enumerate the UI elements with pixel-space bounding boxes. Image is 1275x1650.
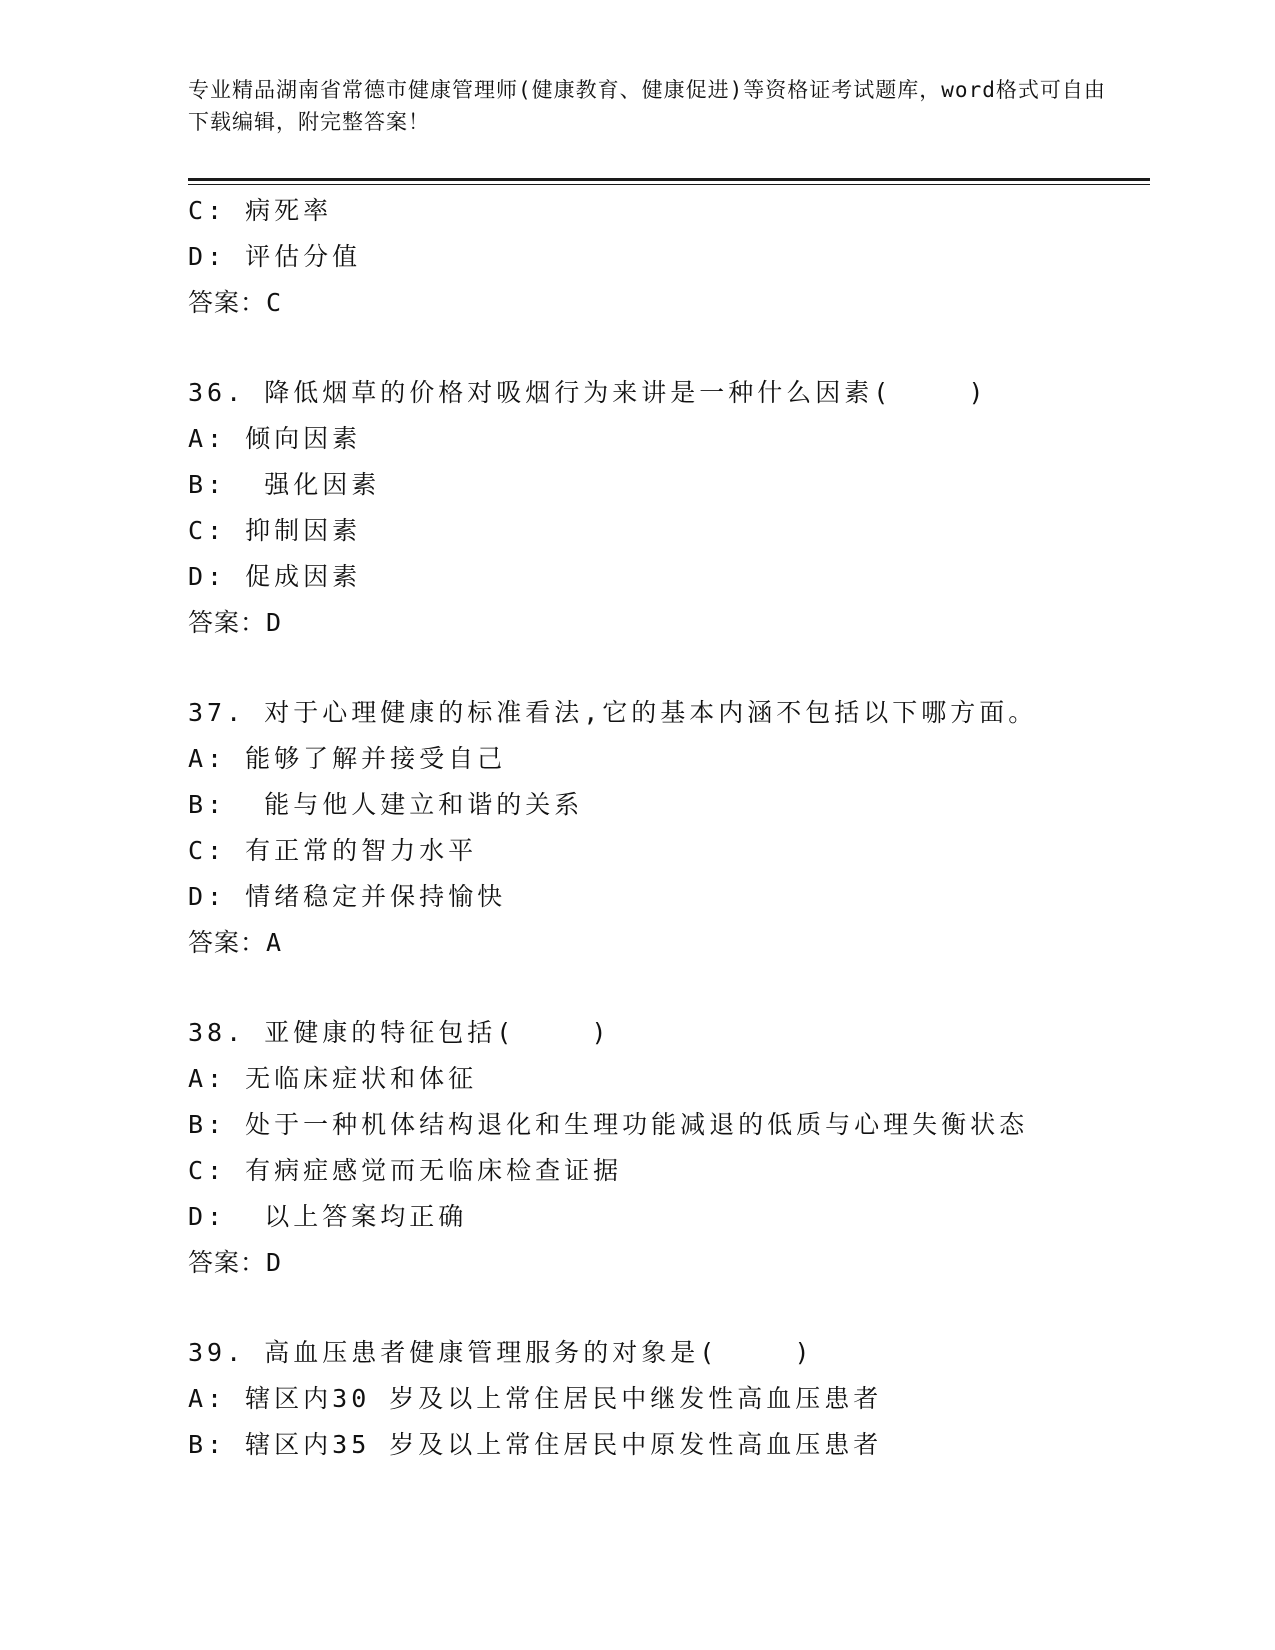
option-c: C: 病死率: [188, 196, 333, 225]
question-block-38: [188, 1010, 1148, 1286]
question-stem: 36. 降低烟草的价格对吸烟行为来讲是一种什么因素( ): [188, 378, 988, 407]
answer-label: 答案：: [188, 288, 267, 317]
option-d: D: 促成因素: [188, 562, 362, 591]
option-a: A: 倾向因素: [188, 424, 362, 453]
question-stem: 38. 亚健康的特征包括( ): [188, 1018, 611, 1047]
question-block-35: [188, 188, 1148, 326]
answer-value: D: [266, 1248, 282, 1277]
option-b: B: 处于一种机体结构退化和生理功能减退的低质与心理失衡状态: [188, 1110, 1029, 1139]
answer-label: 答案：: [188, 928, 267, 957]
question-block-37: [188, 690, 1148, 966]
answer-line: [188, 280, 1148, 326]
option-c: C: 有病症感觉而无临床检查证据: [188, 1156, 623, 1185]
document-body: [188, 188, 1148, 1468]
answer-line: [188, 920, 1148, 966]
header-rule-thin: [188, 184, 1150, 185]
option-d: D: 以上答案均正确: [188, 1202, 468, 1231]
question-stem: 37. 对于心理健康的标准看法,它的基本内涵不包括以下哪方面。: [188, 698, 1038, 727]
option-a: A: 辖区内30 岁及以上常住居民中继发性高血压患者: [188, 1384, 883, 1413]
option-d: D: 情绪稳定并保持愉快: [188, 882, 507, 911]
option-b: B: 能与他人建立和谐的关系: [188, 790, 584, 819]
answer-line: [188, 600, 1148, 646]
answer-value: A: [266, 928, 282, 957]
question-block-36: [188, 370, 1148, 646]
option-d: D: 评估分值: [188, 242, 362, 271]
option-c: C: 有正常的智力水平: [188, 836, 478, 865]
option-a: A: 能够了解并接受自己: [188, 744, 507, 773]
document-header: 专业精品湖南省常德市健康管理师(健康教育、健康促进)等资格证考试题库，word格式可自由下载编辑，附完整答案！: [188, 78, 1106, 134]
question-block-39: [188, 1330, 1148, 1468]
option-b: B: 辖区内35 岁及以上常住居民中原发性高血压患者: [188, 1430, 883, 1459]
option-b: B: 强化因素: [188, 470, 381, 499]
answer-value: C: [266, 288, 282, 317]
answer-label: 答案：: [188, 1248, 267, 1277]
answer-line: [188, 1240, 1148, 1286]
answer-value: D: [266, 608, 282, 637]
answer-label: 答案：: [188, 608, 267, 637]
question-stem: 39. 高血压患者健康管理服务的对象是( ): [188, 1338, 814, 1367]
option-c: C: 抑制因素: [188, 516, 362, 545]
option-a: A: 无临床症状和体征: [188, 1064, 478, 1093]
header-rule: [188, 178, 1150, 181]
